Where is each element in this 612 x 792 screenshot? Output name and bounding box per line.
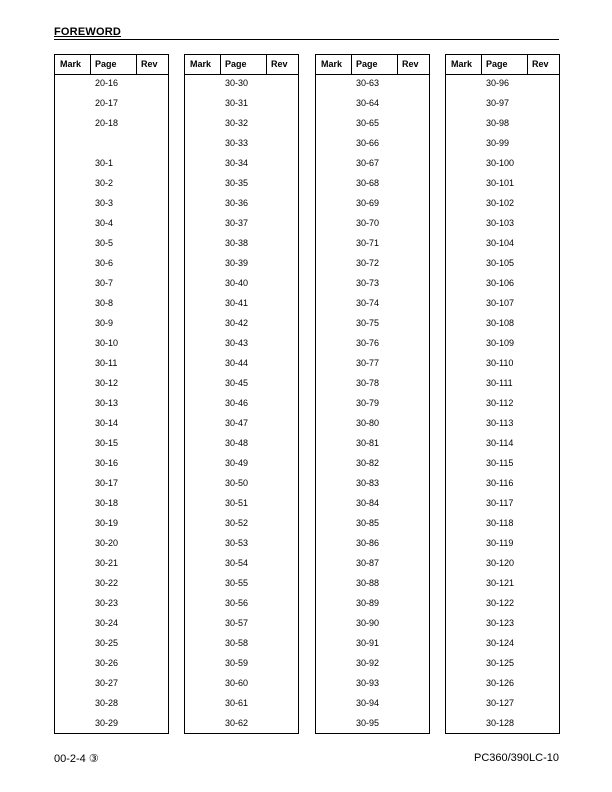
mark-column-header: Mark <box>451 59 473 69</box>
table-row <box>316 555 429 575</box>
page-number: 00-2-4 ③ <box>54 753 99 765</box>
page-cell: 20-18 <box>95 118 119 128</box>
page-cell: 30-11 <box>95 358 118 368</box>
page-cell: 30-58 <box>225 638 249 648</box>
table-row <box>55 595 168 615</box>
page-cell: 30-31 <box>225 98 249 108</box>
page-cell: 30-88 <box>356 578 380 588</box>
page-cell: 30-35 <box>225 178 249 188</box>
table-row <box>185 555 298 575</box>
table-row <box>185 395 298 415</box>
page-cell: 30-121 <box>486 578 515 588</box>
table-row <box>446 315 559 335</box>
page-cell: 30-7 <box>95 278 114 288</box>
column-divider <box>481 55 482 75</box>
table-row <box>446 155 559 175</box>
table-row <box>316 195 429 215</box>
page-cell: 30-2 <box>95 178 114 188</box>
table-row <box>185 495 298 515</box>
table-row <box>446 595 559 615</box>
table-row <box>316 675 429 695</box>
table-row <box>55 455 168 475</box>
page-cell: 30-71 <box>356 238 380 248</box>
table-row <box>55 695 168 715</box>
table-row <box>55 555 168 575</box>
page-cell: 30-48 <box>225 438 249 448</box>
page-cell: 30-114 <box>486 438 514 448</box>
page-cell: 30-116 <box>486 478 514 488</box>
page-cell: 30-21 <box>95 558 119 568</box>
table-row <box>316 715 429 735</box>
page-cell: 20-17 <box>95 98 119 108</box>
page-cell: 30-61 <box>225 698 249 708</box>
table-row <box>446 715 559 735</box>
table-row <box>55 75 168 95</box>
table-row <box>55 655 168 675</box>
table-body <box>446 75 559 735</box>
table-row <box>185 215 298 235</box>
rev-column-header: Rev <box>271 59 288 69</box>
page-cell: 30-65 <box>356 118 380 128</box>
table-row <box>55 95 168 115</box>
table-row <box>316 315 429 335</box>
table-row <box>55 435 168 455</box>
table-row <box>316 175 429 195</box>
table-row <box>55 175 168 195</box>
page-cell: 30-44 <box>225 358 249 368</box>
page-cell: 30-45 <box>225 378 249 388</box>
page-cell: 30-38 <box>225 238 249 248</box>
page-cell: 30-47 <box>225 418 249 428</box>
column-divider <box>90 55 91 75</box>
page-cell: 30-50 <box>225 478 249 488</box>
table-row <box>185 95 298 115</box>
page-cell: 30-89 <box>356 598 380 608</box>
table-row <box>55 295 168 315</box>
table-row <box>446 175 559 195</box>
table-row <box>55 195 168 215</box>
page-cell: 30-10 <box>95 338 119 348</box>
page-column-header: Page <box>356 59 378 69</box>
table-row <box>316 235 429 255</box>
table-row <box>185 455 298 475</box>
table-row <box>316 655 429 675</box>
page-cell: 30-107 <box>486 298 515 308</box>
page-cell: 30-5 <box>95 238 114 248</box>
table-body <box>185 75 298 735</box>
table-row <box>446 295 559 315</box>
page-cell: 30-69 <box>356 198 380 208</box>
page-cell: 30-53 <box>225 538 249 548</box>
page-cell: 30-70 <box>356 218 380 228</box>
page-cell: 30-63 <box>356 78 380 88</box>
table-row <box>446 75 559 95</box>
table-row <box>446 95 559 115</box>
revision-table-2 <box>184 54 299 734</box>
page-cell: 30-6 <box>95 258 114 268</box>
table-row <box>446 215 559 235</box>
table-row <box>185 515 298 535</box>
table-row <box>316 115 429 135</box>
page-cell: 30-96 <box>486 78 510 88</box>
table-row <box>316 415 429 435</box>
table-row <box>185 335 298 355</box>
page-cell: 30-66 <box>356 138 380 148</box>
page-cell: 30-109 <box>486 338 515 348</box>
table-header <box>185 55 298 75</box>
page-cell: 30-18 <box>95 498 119 508</box>
table-row <box>446 635 559 655</box>
page-cell: 30-126 <box>486 678 515 688</box>
table-row <box>55 315 168 335</box>
mark-column-header: Mark <box>190 59 212 69</box>
table-row <box>316 295 429 315</box>
table-row <box>185 175 298 195</box>
table-row <box>446 655 559 675</box>
table-row <box>55 135 168 155</box>
table-row <box>185 295 298 315</box>
table-row <box>316 575 429 595</box>
page-cell: 30-23 <box>95 598 119 608</box>
column-divider <box>351 55 352 75</box>
page-cell: 30-52 <box>225 518 249 528</box>
table-row <box>316 475 429 495</box>
table-row <box>316 335 429 355</box>
page-cell: 30-73 <box>356 278 380 288</box>
page-cell: 30-101 <box>486 178 515 188</box>
page-cell: 30-4 <box>95 218 114 228</box>
table-row <box>55 275 168 295</box>
section-title: FOREWORD <box>54 26 121 38</box>
table-row <box>446 615 559 635</box>
page-cell: 30-41 <box>225 298 249 308</box>
page-cell: 30-36 <box>225 198 249 208</box>
table-row <box>185 195 298 215</box>
table-row <box>185 715 298 735</box>
table-row <box>55 535 168 555</box>
page-cell: 30-98 <box>486 118 510 128</box>
mark-column-header: Mark <box>60 59 82 69</box>
table-row <box>185 115 298 135</box>
page-cell: 30-24 <box>95 618 119 628</box>
page-cell: 30-123 <box>486 618 515 628</box>
table-row <box>185 75 298 95</box>
table-row <box>446 115 559 135</box>
table-row <box>316 215 429 235</box>
page-cell: 30-118 <box>486 518 514 528</box>
table-header <box>316 55 429 75</box>
table-row <box>446 455 559 475</box>
table-row <box>316 435 429 455</box>
page-cell: 20-16 <box>95 78 119 88</box>
page-cell: 30-95 <box>356 718 380 728</box>
page-cell: 30-28 <box>95 698 119 708</box>
table-row <box>446 135 559 155</box>
table-row <box>316 455 429 475</box>
page-column-header: Page <box>486 59 508 69</box>
table-row <box>185 315 298 335</box>
table-row <box>55 415 168 435</box>
page-cell: 30-54 <box>225 558 249 568</box>
column-divider <box>527 55 528 75</box>
table-row <box>55 115 168 135</box>
page-column-header: Page <box>225 59 247 69</box>
table-row <box>55 615 168 635</box>
page-cell: 30-67 <box>356 158 380 168</box>
table-row <box>316 155 429 175</box>
table-row <box>185 375 298 395</box>
page-cell: 30-117 <box>486 498 514 508</box>
table-row <box>185 275 298 295</box>
revision-table-1 <box>54 54 169 734</box>
page-cell: 30-46 <box>225 398 249 408</box>
table-row <box>446 515 559 535</box>
page-cell: 30-37 <box>225 218 249 228</box>
table-row <box>316 355 429 375</box>
page-cell: 30-14 <box>95 418 119 428</box>
table-row <box>185 635 298 655</box>
page-cell: 30-97 <box>486 98 510 108</box>
table-body <box>55 75 168 735</box>
page-cell: 30-12 <box>95 378 119 388</box>
column-divider <box>220 55 221 75</box>
page-cell: 30-94 <box>356 698 380 708</box>
table-row <box>185 235 298 255</box>
page-column-header: Page <box>95 59 117 69</box>
page-cell: 30-79 <box>356 398 380 408</box>
page-cell: 30-72 <box>356 258 380 268</box>
page-cell: 30-22 <box>95 578 119 588</box>
page-cell: 30-83 <box>356 478 380 488</box>
table-row <box>316 395 429 415</box>
table-row <box>55 155 168 175</box>
page-cell: 30-99 <box>486 138 510 148</box>
page-cell: 30-62 <box>225 718 249 728</box>
page-cell: 30-104 <box>486 238 515 248</box>
page-cell: 30-40 <box>225 278 249 288</box>
table-row <box>446 415 559 435</box>
page-cell: 30-80 <box>356 418 380 428</box>
table-row <box>185 355 298 375</box>
table-row <box>316 695 429 715</box>
table-row <box>55 355 168 375</box>
table-row <box>55 575 168 595</box>
table-row <box>185 655 298 675</box>
table-row <box>316 535 429 555</box>
table-row <box>55 475 168 495</box>
page-cell: 30-86 <box>356 538 380 548</box>
page-cell: 30-102 <box>486 198 515 208</box>
page-cell: 30-25 <box>95 638 119 648</box>
page-header <box>54 26 559 40</box>
table-header <box>446 55 559 75</box>
table-row <box>316 635 429 655</box>
page-cell: 30-9 <box>95 318 114 328</box>
page-cell: 30-15 <box>95 438 119 448</box>
table-header <box>55 55 168 75</box>
page-cell: 30-92 <box>356 658 380 668</box>
table-row <box>446 535 559 555</box>
table-row <box>55 635 168 655</box>
page-cell: 30-49 <box>225 458 249 468</box>
table-row <box>185 135 298 155</box>
table-row <box>446 255 559 275</box>
table-row <box>316 135 429 155</box>
page-cell: 30-124 <box>486 638 515 648</box>
page-cell: 30-26 <box>95 658 119 668</box>
page-cell: 30-120 <box>486 558 515 568</box>
table-row <box>185 595 298 615</box>
table-row <box>446 395 559 415</box>
page-cell: 30-105 <box>486 258 515 268</box>
page-cell: 30-13 <box>95 398 119 408</box>
table-row <box>55 335 168 355</box>
column-divider <box>266 55 267 75</box>
page-cell: 30-81 <box>356 438 380 448</box>
page-cell: 30-122 <box>486 598 515 608</box>
page-cell: 30-78 <box>356 378 380 388</box>
table-row <box>185 475 298 495</box>
table-row <box>185 695 298 715</box>
rev-column-header: Rev <box>532 59 549 69</box>
table-row <box>316 595 429 615</box>
table-row <box>316 255 429 275</box>
table-row <box>316 495 429 515</box>
table-row <box>446 275 559 295</box>
table-row <box>185 675 298 695</box>
page-cell: 30-111 <box>486 378 513 388</box>
page-cell: 30-127 <box>486 698 515 708</box>
page-cell: 30-32 <box>225 118 249 128</box>
page-cell: 30-128 <box>486 718 515 728</box>
table-row <box>446 555 559 575</box>
page-cell: 30-59 <box>225 658 249 668</box>
table-row <box>446 235 559 255</box>
table-row <box>55 715 168 735</box>
page-cell: 30-108 <box>486 318 515 328</box>
table-row <box>446 335 559 355</box>
page-cell: 30-100 <box>486 158 515 168</box>
page-cell: 30-84 <box>356 498 380 508</box>
page-cell: 30-16 <box>95 458 119 468</box>
table-row <box>55 495 168 515</box>
page-cell: 30-43 <box>225 338 249 348</box>
page-cell: 30-113 <box>486 418 514 428</box>
page-cell: 30-57 <box>225 618 249 628</box>
table-row <box>185 575 298 595</box>
table-body <box>316 75 429 735</box>
table-row <box>55 675 168 695</box>
page-cell: 30-82 <box>356 458 380 468</box>
page-cell: 30-39 <box>225 258 249 268</box>
page-cell: 30-29 <box>95 718 119 728</box>
page-cell: 30-119 <box>486 538 514 548</box>
rev-column-header: Rev <box>141 59 158 69</box>
table-row <box>55 375 168 395</box>
page-cell: 30-110 <box>486 358 514 368</box>
page-cell: 30-55 <box>225 578 249 588</box>
page-cell: 30-90 <box>356 618 380 628</box>
page-cell: 30-103 <box>486 218 515 228</box>
page-cell: 30-76 <box>356 338 380 348</box>
table-row <box>55 395 168 415</box>
table-row <box>55 235 168 255</box>
page-cell: 30-77 <box>356 358 380 368</box>
table-row <box>446 475 559 495</box>
page-cell: 30-20 <box>95 538 119 548</box>
model-label: PC360/390LC-10 <box>473 752 559 764</box>
page-cell: 30-93 <box>356 678 380 688</box>
page-cell: 30-3 <box>95 198 114 208</box>
table-row <box>185 535 298 555</box>
page-cell: 30-91 <box>356 638 380 648</box>
column-divider <box>397 55 398 75</box>
page-cell: 30-8 <box>95 298 114 308</box>
page-cell: 30-87 <box>356 558 380 568</box>
page-cell: 30-106 <box>486 278 515 288</box>
page-cell: 30-125 <box>486 658 515 668</box>
table-row <box>316 375 429 395</box>
column-divider <box>136 55 137 75</box>
table-row <box>185 435 298 455</box>
rev-column-header: Rev <box>402 59 419 69</box>
table-row <box>185 255 298 275</box>
table-row <box>55 215 168 235</box>
page-cell: 30-60 <box>225 678 249 688</box>
table-row <box>446 355 559 375</box>
table-row <box>446 195 559 215</box>
table-row <box>446 575 559 595</box>
table-row <box>316 75 429 95</box>
table-row <box>316 95 429 115</box>
page-cell: 30-17 <box>95 478 119 488</box>
page-cell: 30-34 <box>225 158 249 168</box>
page-cell: 30-27 <box>95 678 119 688</box>
page-cell: 30-19 <box>95 518 119 528</box>
table-row <box>446 495 559 515</box>
page-cell: 30-115 <box>486 458 514 468</box>
page-cell: 30-51 <box>225 498 249 508</box>
table-row <box>185 415 298 435</box>
page-cell: 30-1 <box>95 158 114 168</box>
revision-table-4 <box>445 54 560 734</box>
page-cell: 30-30 <box>225 78 249 88</box>
page-cell: 30-85 <box>356 518 380 528</box>
page-cell: 30-42 <box>225 318 249 328</box>
page-cell: 30-64 <box>356 98 380 108</box>
table-row <box>446 695 559 715</box>
table-row <box>185 155 298 175</box>
page-cell: 30-33 <box>225 138 249 148</box>
page-cell: 30-56 <box>225 598 249 608</box>
table-row <box>446 375 559 395</box>
table-row <box>55 515 168 535</box>
revision-table-3 <box>315 54 430 734</box>
table-row <box>185 615 298 635</box>
table-row <box>446 435 559 455</box>
table-row <box>316 515 429 535</box>
table-row <box>55 255 168 275</box>
mark-column-header: Mark <box>321 59 343 69</box>
page-cell: 30-68 <box>356 178 380 188</box>
table-row <box>316 615 429 635</box>
table-row <box>316 275 429 295</box>
page-cell: 30-74 <box>356 298 380 308</box>
table-row <box>446 675 559 695</box>
page-cell: 30-75 <box>356 318 380 328</box>
page-cell: 30-112 <box>486 398 514 408</box>
